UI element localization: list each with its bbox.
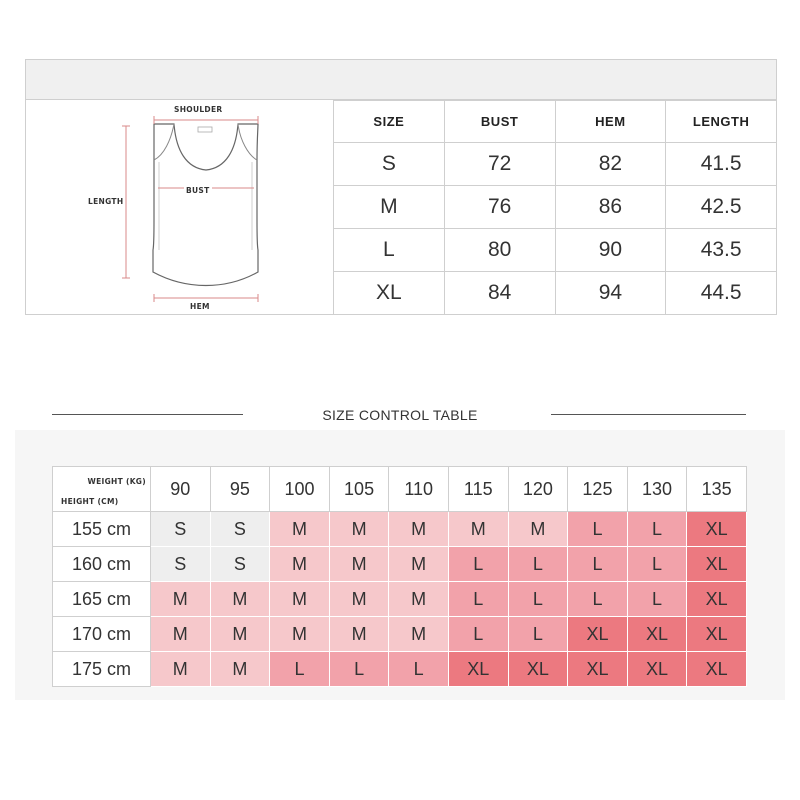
column-header: HEM bbox=[555, 101, 666, 143]
weight-header: 105 bbox=[329, 467, 389, 512]
title-rule-right bbox=[551, 414, 746, 415]
size-cell: L bbox=[568, 582, 628, 617]
size-cell: L bbox=[448, 582, 508, 617]
size-cell: M bbox=[270, 582, 330, 617]
size-cell: L bbox=[389, 652, 449, 687]
measurement-panel bbox=[25, 59, 777, 315]
size-cell: M bbox=[210, 582, 270, 617]
size-cell: M bbox=[329, 512, 389, 547]
weight-header: 125 bbox=[568, 467, 628, 512]
weight-header: 90 bbox=[151, 467, 211, 512]
size-cell: S bbox=[334, 143, 445, 186]
height-cell: 160 cm bbox=[53, 547, 151, 582]
size-cell: L bbox=[334, 229, 445, 272]
table-row bbox=[334, 143, 777, 186]
bust-label: BUST bbox=[186, 186, 210, 195]
bust-cell: 76 bbox=[444, 186, 555, 229]
table-row bbox=[334, 272, 777, 315]
size-cell: L bbox=[568, 512, 628, 547]
size-cell: L bbox=[270, 652, 330, 687]
bust-cell: 80 bbox=[444, 229, 555, 272]
length-cell: 44.5 bbox=[666, 272, 777, 315]
title-rule-left bbox=[52, 414, 243, 415]
height-axis-label: HEIGHT (CM) bbox=[61, 497, 119, 506]
measurement-table bbox=[333, 100, 777, 315]
weight-header: 100 bbox=[270, 467, 330, 512]
size-cell: M bbox=[389, 582, 449, 617]
size-cell: M bbox=[210, 652, 270, 687]
size-control-table bbox=[52, 466, 747, 687]
table-row bbox=[334, 186, 777, 229]
hem-cell: 86 bbox=[555, 186, 666, 229]
size-cell: XL bbox=[687, 582, 747, 617]
hem-cell: 90 bbox=[555, 229, 666, 272]
table-row bbox=[53, 547, 747, 582]
size-cell: L bbox=[568, 547, 628, 582]
size-cell: S bbox=[151, 512, 211, 547]
size-cell: M bbox=[329, 582, 389, 617]
column-header: LENGTH bbox=[666, 101, 777, 143]
size-cell: L bbox=[627, 582, 687, 617]
bust-cell: 84 bbox=[444, 272, 555, 315]
size-cell: M bbox=[151, 582, 211, 617]
size-cell: L bbox=[508, 582, 568, 617]
length-label: LENGTH bbox=[88, 197, 124, 206]
size-cell: M bbox=[329, 617, 389, 652]
weight-header: 120 bbox=[508, 467, 568, 512]
size-cell: L bbox=[508, 617, 568, 652]
size-cell: S bbox=[210, 547, 270, 582]
size-cell: XL bbox=[334, 272, 445, 315]
table-row bbox=[53, 512, 747, 547]
size-cell: L bbox=[508, 547, 568, 582]
height-cell: 165 cm bbox=[53, 582, 151, 617]
size-cell: XL bbox=[687, 617, 747, 652]
size-cell: M bbox=[210, 617, 270, 652]
height-cell: 175 cm bbox=[53, 652, 151, 687]
length-cell: 41.5 bbox=[666, 143, 777, 186]
weight-header: 130 bbox=[627, 467, 687, 512]
corner-cell bbox=[53, 467, 151, 512]
size-cell: S bbox=[151, 547, 211, 582]
size-cell: L bbox=[329, 652, 389, 687]
hem-cell: 82 bbox=[555, 143, 666, 186]
size-cell: XL bbox=[508, 652, 568, 687]
size-cell: M bbox=[270, 512, 330, 547]
size-cell: M bbox=[151, 652, 211, 687]
column-header: SIZE bbox=[334, 101, 445, 143]
size-cell: XL bbox=[568, 617, 628, 652]
size-cell: XL bbox=[568, 652, 628, 687]
hem-label: HEM bbox=[190, 302, 210, 311]
weight-axis-label: WEIGHT (KG) bbox=[87, 477, 146, 486]
weight-header-row bbox=[53, 467, 747, 512]
size-cell: M bbox=[151, 617, 211, 652]
tank-top-diagram bbox=[26, 100, 333, 314]
size-cell: XL bbox=[627, 652, 687, 687]
size-cell: XL bbox=[687, 512, 747, 547]
size-cell: M bbox=[270, 547, 330, 582]
shoulder-label: SHOULDER bbox=[174, 105, 223, 114]
size-cell: XL bbox=[687, 652, 747, 687]
weight-header: 95 bbox=[210, 467, 270, 512]
size-cell: XL bbox=[448, 652, 508, 687]
size-cell: XL bbox=[627, 617, 687, 652]
header-band bbox=[26, 60, 776, 100]
section-title: SIZE CONTROL TABLE bbox=[322, 407, 478, 423]
measurement-header-row bbox=[334, 101, 777, 143]
height-cell: 155 cm bbox=[53, 512, 151, 547]
size-cell: L bbox=[448, 547, 508, 582]
tank-top-illustration bbox=[26, 100, 333, 314]
size-cell: M bbox=[329, 547, 389, 582]
column-header: BUST bbox=[444, 101, 555, 143]
weight-header: 115 bbox=[448, 467, 508, 512]
size-cell: S bbox=[210, 512, 270, 547]
hem-cell: 94 bbox=[555, 272, 666, 315]
size-cell: M bbox=[448, 512, 508, 547]
size-cell: XL bbox=[687, 547, 747, 582]
height-cell: 170 cm bbox=[53, 617, 151, 652]
size-cell: L bbox=[448, 617, 508, 652]
bust-cell: 72 bbox=[444, 143, 555, 186]
table-row bbox=[53, 617, 747, 652]
weight-header: 135 bbox=[687, 467, 747, 512]
length-cell: 43.5 bbox=[666, 229, 777, 272]
size-cell: M bbox=[334, 186, 445, 229]
size-cell: M bbox=[389, 547, 449, 582]
weight-header: 110 bbox=[389, 467, 449, 512]
size-cell: L bbox=[627, 547, 687, 582]
table-row bbox=[53, 652, 747, 687]
size-cell: M bbox=[508, 512, 568, 547]
table-row bbox=[334, 229, 777, 272]
size-cell: L bbox=[627, 512, 687, 547]
size-cell: M bbox=[389, 617, 449, 652]
size-cell: M bbox=[270, 617, 330, 652]
length-cell: 42.5 bbox=[666, 186, 777, 229]
table-row bbox=[53, 582, 747, 617]
size-cell: M bbox=[389, 512, 449, 547]
